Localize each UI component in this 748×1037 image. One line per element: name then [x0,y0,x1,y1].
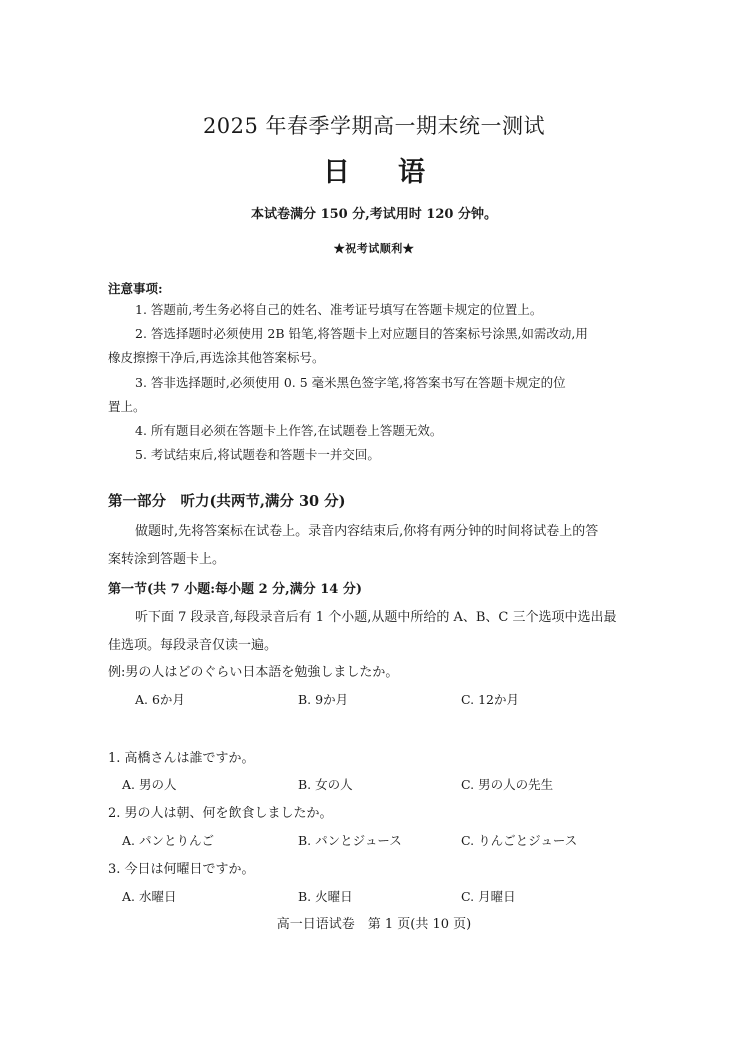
section1-instruction: 听下面 7 段录音,每段录音后有 1 个小题,从题中所给的 A、B、C 三个选项中选出最 [135,610,617,625]
example-option-b: B. 9か月 [298,692,349,707]
notice-item-3: 3. 答非选择题时,必须使用 0. 5 毫米黑色签字笔,将答案书写在答题卡规定的位 [135,375,566,390]
page-footer: 高一日语试卷 第 1 页(共 10 页) [276,917,472,932]
question-3-option-a: A. 水曜日 [122,889,177,904]
question-1-option-c: C. 男の人の先生 [461,777,554,792]
question-2-option-b: B. パンとジュース [298,833,402,848]
notice-item-4: 4. 所有题目必须在答题卡上作答,在试题卷上答题无效。 [135,423,443,438]
notice-item-3-cont: 置上。 [108,399,146,414]
question-2-option-c: C. りんごとジュース [461,833,578,848]
notice-item-2-cont: 橡皮擦擦干净后,再选涂其他答案标号。 [108,350,325,365]
question-3: 3. 今日は何曜日ですか。 [108,862,255,877]
question-3-option-b: B. 火曜日 [298,889,353,904]
score-line: 本试卷满分 150 分,考试用时 120 分钟。 [251,207,497,222]
part1-instruction: 做题时,先将答案标在试卷上。录音内容结束后,你将有两分钟的时间将试卷上的答 [135,524,599,539]
notice-item-2: 2. 答选择题时必须使用 2B 铅笔,将答题卡上对应题目的答案标号涂黑,如需改动,用 [135,326,588,341]
part1-instruction-cont: 案转涂到答题卡上。 [108,552,226,567]
exam-title: 2025 年春季学期高一期末统一测试 [202,114,546,138]
section1-heading: 第一节(共 7 小题:每小题 2 分,满分 14 分) [108,582,362,597]
question-3-option-c: C. 月曜日 [461,889,516,904]
example-option-a: A. 6か月 [135,692,185,707]
question-1: 1. 高橋さんは誰ですか。 [108,751,255,766]
example-option-c: C. 12か月 [461,692,519,707]
question-2-option-a: A. パンとりんご [122,833,214,848]
part1-heading: 第一部分 听力(共两节,满分 30 分) [108,493,346,510]
subject-title: 日语 [323,157,473,188]
section1-instruction-cont: 佳选项。每段录音仅读一遍。 [108,638,278,653]
question-1-option-b: B. 女の人 [298,777,353,792]
question-1-option-a: A. 男の人 [122,777,177,792]
example-question: 例:男の人はどのぐらい日本語を勉強しましたか。 [108,665,399,680]
question-2: 2. 男の人は朝、何を飲食しましたか。 [108,806,333,821]
notice-item-1: 1. 答题前,考生务必将自己的姓名、准考证号填写在答题卡规定的位置上。 [135,302,543,317]
notice-heading: 注意事项: [108,281,163,296]
good-luck-banner: ★祝考试顺利★ [333,242,415,255]
notice-item-5: 5. 考试结束后,将试题卷和答题卡一并交回。 [135,447,380,462]
